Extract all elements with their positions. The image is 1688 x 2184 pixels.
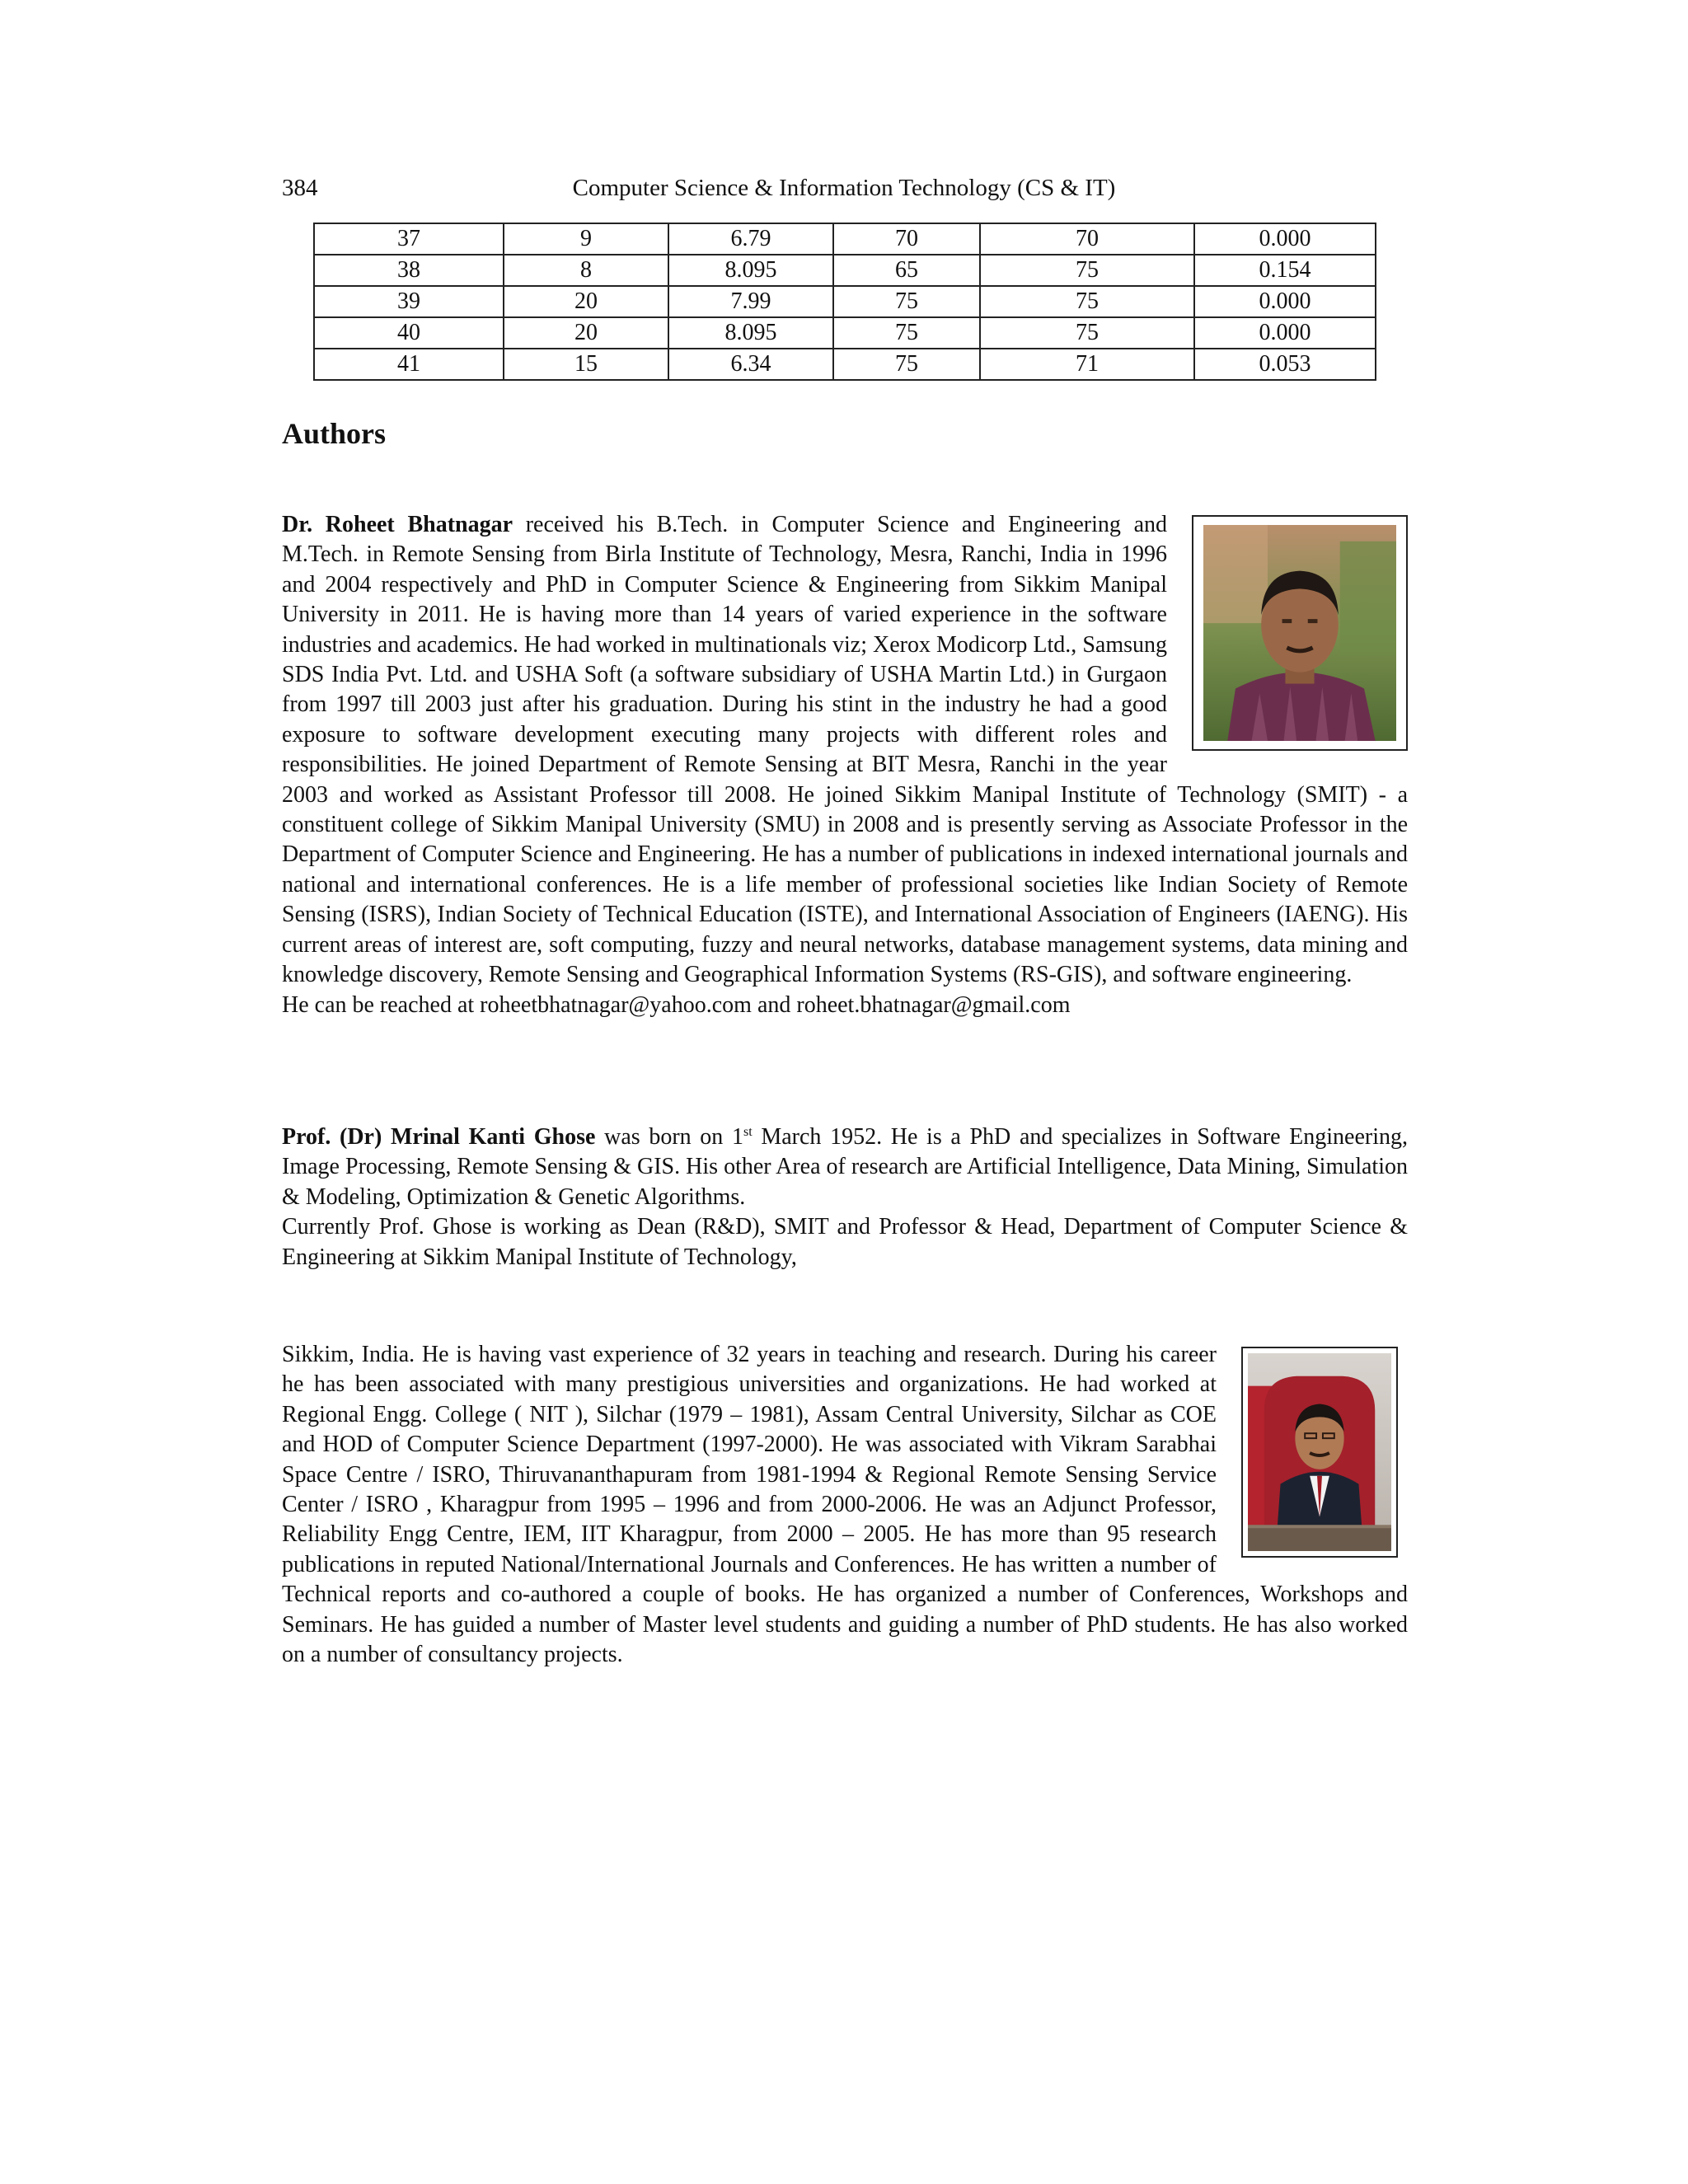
table-row [314,223,1376,255]
author2-intro [282,1122,1408,1272]
table-cell: 20 [504,317,668,349]
table-cell: 0.000 [1194,223,1376,255]
portrait-icon [1248,1353,1391,1551]
table-cell: 75 [980,286,1194,317]
table-cell: 37 [314,223,504,255]
author1-bio-text: received his B.Tech. in Computer Science and Engineering and M.Tech. in Remote Sensing from Birla Institute of Technology, Mesra, Ranchi, India in 1996 and 2004 respectively and PhD in Computer Science & Engineering from Sikkim Manipal University in 2011. He is having more than 14 years of varied experience in the software industries and academics. He had worked in multinationals viz; Xerox Modicorp Ltd., Samsung SDS India Pvt. Ltd. and USHA Soft (a software subsidiary of USHA Martin Ltd.) in Gurgaon from 1997 till 2003 just after his graduation. During his stint in the industry he had a good exposure to software development executing many projects with different roles and responsibilities. He joined Department of Remote Sensing at BIT Mesra, Ranchi in the year 2003 and worked as Assistant Professor till 2008. He joined Sikkim Manipal Institute of Technology (SMIT) - a constituent college of Sikkim Manipal University (SMU) in 2008 and is presently serving as Associate Professor in the Department of Computer Science and Engineering. He has a number of publications in indexed international journals and national and international conferences. He is a life member of professional societies like Indian Society of Remote Sensing (ISRS), Indian Society of Technical Education (ISTE), and International Association of Engineers (IAENG). His current areas of interest are, soft computing, fuzzy and neural networks, database management systems, data mining and knowledge discovery, Remote Sensing and Geographical Information Systems (RS-GIS), and software engineering. [282,512,1408,988]
table-cell: 75 [833,349,980,380]
author2-bio [282,1340,1408,1670]
author1-bio [282,510,1408,1020]
table-cell: 75 [980,317,1194,349]
table-cell: 70 [980,223,1194,255]
table-cell: 20 [504,286,668,317]
author2-date-ordinal: st [743,1125,753,1139]
table-cell: 41 [314,349,504,380]
page-number: 384 [282,175,318,201]
table-cell: 0.000 [1194,286,1376,317]
author1-name: Dr. Roheet Bhatnagar [282,512,513,537]
author1-contact: He can be reached at roheetbhatnagar@yahoo.com and roheet.bhatnagar@gmail.com [282,991,1071,1018]
table-cell: 70 [833,223,980,255]
table-cell: 8 [504,255,668,286]
portrait-icon [1203,525,1396,741]
table-cell: 8.095 [668,317,833,349]
table-cell: 6.79 [668,223,833,255]
table-cell: 0.053 [1194,349,1376,380]
table-cell: 75 [833,317,980,349]
table-cell: 71 [980,349,1194,380]
table-cell: 7.99 [668,286,833,317]
author2-bio-text: Sikkim, India. He is having vast experience of 32 years in teaching and research. During his career he has been associated with many prestigious universities and organizations. He had worked at Regional Engg. College ( NIT ), Silchar (1979 – 1981), Assam Central University, Silchar as COE and HOD of Computer Science Department (1997-2000). He was associated with Vikram Sarabhai Space Centre / ISRO, Thiruvananthapuram from 1981-1994 & Regional Remote Sensing Service Center / ISRO , Kharagpur from 1995 – 1996 and from 2000-2006. He was an Adjunct Professor, Reliability Engg Centre, IEM, IIT Kharagpur, from 2000 – 2005. He has more than 95 research publications in reputed National/International Journals and Conferences. He has written a number of Technical reports and co-authored a couple of books. He has organized a number of Conferences, Workshops and Seminars. He has guided a number of Master level students and guiding a number of PhD students. He has also worked on a number of consultancy projects. [282,1342,1408,1668]
table-cell: 39 [314,286,504,317]
table-row [314,349,1376,380]
table-cell: 75 [980,255,1194,286]
table-cell: 0.154 [1194,255,1376,286]
author1-portrait-image [1203,525,1396,741]
table-row [314,286,1376,317]
table-cell: 65 [833,255,980,286]
author2-intro-text-cont: March 1952. He is a PhD and specializes in Software Engineering, Image Processing, Remote Sensing & GIS. His other Area of research are Artificial Intelligence, Data Mining, Simulation & Modeling, Optimization & Genetic Algorithms. [282,1124,1409,1210]
table-cell: 40 [314,317,504,349]
author1-photo [1192,515,1408,751]
table-cell: 75 [833,286,980,317]
author2-portrait-image [1248,1353,1391,1551]
table-cell: 9 [504,223,668,255]
authors-heading: Authors [282,417,387,450]
table-cell: 8.095 [668,255,833,286]
table-cell: 38 [314,255,504,286]
table-cell: 15 [504,349,668,380]
author2-intro-text: was born on 1 [595,1124,743,1150]
author2-current-role: Currently Prof. Ghose is working as Dean (R&D), SMIT and Professor & Head, Department of Computer Science & Engineering at Sikkim Manipal Institute of Technology, [282,1214,1408,1270]
table-row [314,255,1376,286]
table-cell: 6.34 [668,349,833,380]
results-table [313,223,1376,381]
running-head: Computer Science & Information Technology (CS & IT) [572,175,1116,201]
author2-photo [1241,1347,1398,1558]
table-row [314,317,1376,349]
author2-name: Prof. (Dr) Mrinal Kanti Ghose [282,1124,596,1150]
table-cell: 0.000 [1194,317,1376,349]
